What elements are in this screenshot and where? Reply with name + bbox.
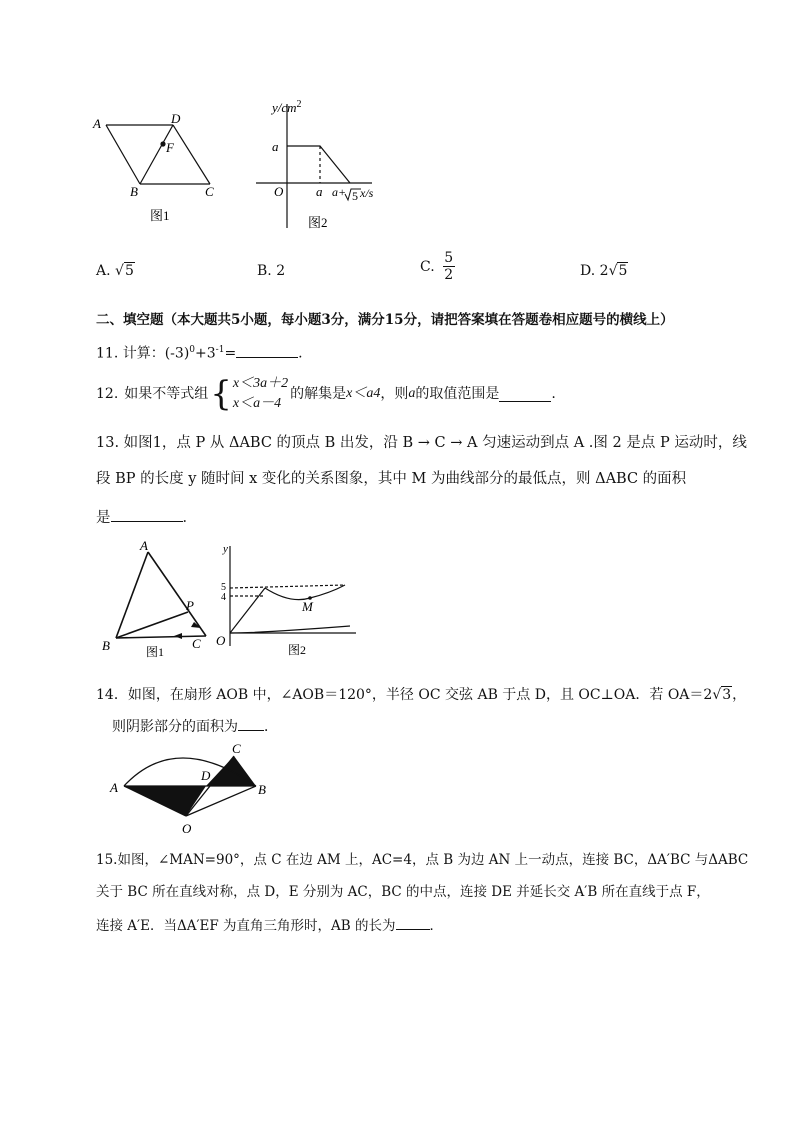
option-C[interactable]: C. $\frac{5}{2}$ (420, 250, 454, 283)
figure-caption: 图1 (146, 645, 165, 658)
label-C: C (232, 741, 241, 756)
end-tick: a+ (332, 185, 347, 199)
option-B[interactable]: B. 2 (257, 263, 286, 279)
question-14-line-2: 则阴影部分的面积为 ． (112, 716, 278, 736)
a-tick: a (316, 184, 323, 199)
label-O: O (182, 821, 192, 836)
origin-label: O (274, 184, 284, 199)
label-A: A (93, 116, 101, 131)
q13-figure-1-triangle (96, 538, 216, 658)
label-A: A (140, 538, 148, 553)
system-brace: { (210, 374, 232, 414)
label-C: C (192, 636, 201, 651)
q14-figure-sector (106, 738, 276, 838)
label-B: B (130, 184, 138, 199)
figure-2-graph (252, 96, 392, 236)
fraction-5-2: $\frac{5}{2}$ (444, 250, 454, 283)
end-tick-radicand: 5 (352, 189, 358, 203)
label-B: B (102, 638, 110, 653)
tick-4: 4 (221, 592, 226, 603)
sqrt-3: √3 (712, 687, 732, 703)
question-13-line-2: 段 BP 的长度 y 随时间 x 变化的关系图象，其中 M 为曲线部分的最低点，则 ΔABC 的面积 (96, 471, 687, 487)
tick-5: 5 (221, 582, 226, 593)
answer-blank[interactable] (238, 716, 264, 731)
question-13-line-3: 是 ． (96, 507, 197, 527)
sqrt-5: √5 (115, 263, 134, 279)
label-D: D (201, 768, 211, 783)
label-M: M (302, 599, 313, 614)
q13-figure-2-graph (210, 538, 360, 658)
label-D: D (171, 111, 181, 126)
question-13-line-1: 13. 如图1，点 P 从 ΔABC 的顶点 B 出发，沿 B → C → A 匀速运动到点 A .图 2 是点 P 运动时，线 (96, 435, 747, 451)
answer-blank[interactable] (236, 343, 298, 358)
a-label: a (272, 139, 279, 154)
figure-caption: 图1 (150, 208, 170, 223)
y-label: y (223, 543, 228, 555)
label-P: P (186, 598, 194, 613)
label-C: C (205, 184, 214, 199)
option-D[interactable]: D. 2√5 (580, 263, 628, 279)
question-15-line-3: 连接 A′E．当ΔA′EF 为直角三角形时，AB 的长为 ． (96, 915, 443, 935)
y-axis-label: $y/cm^2$ (272, 99, 302, 115)
figure-caption: 图2 (288, 643, 307, 657)
question-15-line-2: 关于 BC 所在直线对称，点 D，E 分别为 AC，BC 的中点，连接 DE 并延长交 A′B 所在直线于点 F， (96, 884, 710, 900)
inequality-system: x＜3a＋2 x＜a－4 (232, 376, 289, 411)
sqrt-5: √5 (608, 263, 628, 279)
label-B: B (258, 782, 266, 797)
question-12: 12. 如果不等式组 { x＜3a＋2 x＜a－4 的解集是 x＜a4 ，则 a 的取值范围是 . (96, 374, 556, 414)
question-15-line-1: 15.如图，∠MAN=90°，点 C 在边 AM 上，AC=4，点 B 为边 AN 上一动点，连接 BC，ΔA′BC 与ΔABC (96, 852, 749, 868)
section-heading: 二、填空题（本大题共5小题，每小题3分，满分15分，请把答案填在答题卷相应题号的横线上） (96, 312, 674, 328)
figure-1-parallelogram (88, 108, 228, 228)
label-F: F (166, 140, 174, 155)
label-O: O (216, 633, 226, 648)
option-A[interactable]: A. √5 (96, 263, 134, 279)
answer-blank[interactable] (396, 915, 430, 930)
question-11: 11. 计算：$(-3)^0+3^{-1}=$ . (96, 341, 303, 363)
label-A: A (110, 780, 118, 795)
x-axis-label: x/s (360, 186, 374, 200)
figure-caption: 图2 (308, 215, 328, 230)
question-14-line-1: 14．如图，在扇形 AOB 中，∠AOB＝120°，半径 OC 交弦 AB 于点 D，且 OC⊥OA．若 OA＝2√3， (96, 687, 747, 703)
answer-blank[interactable] (499, 387, 551, 402)
answer-blank[interactable] (111, 507, 183, 522)
